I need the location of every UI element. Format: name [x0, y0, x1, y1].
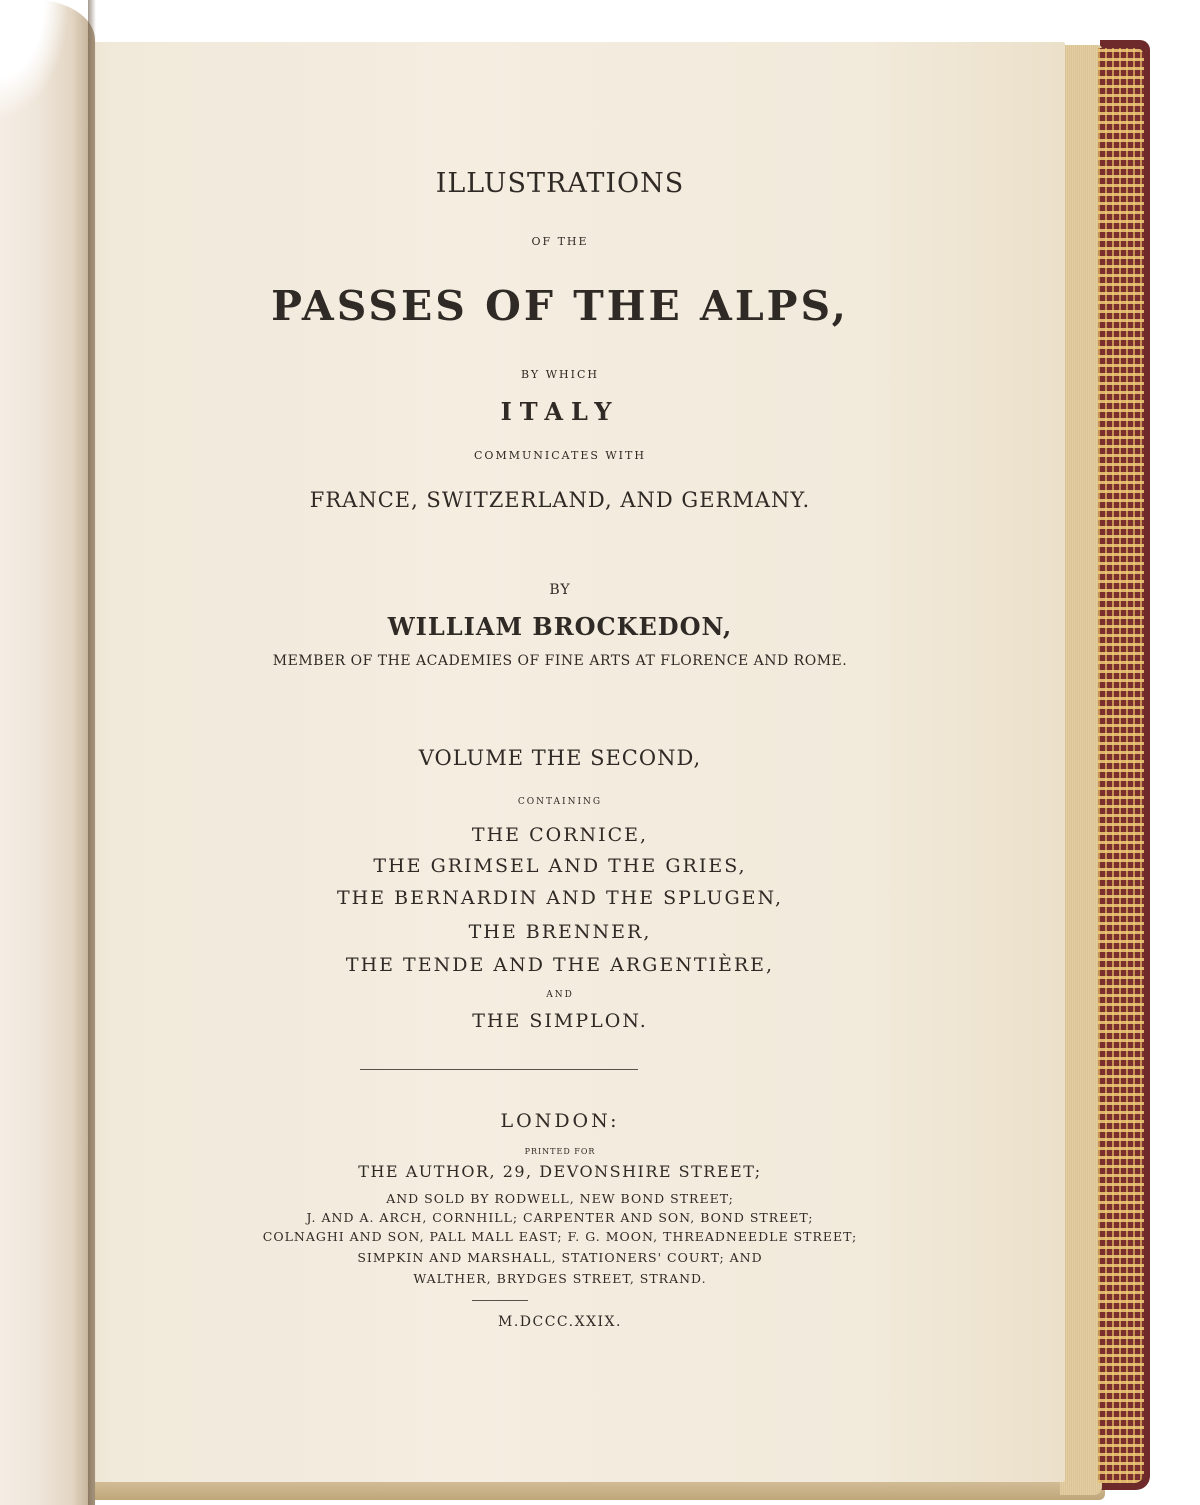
pass-item: THE TENDE AND THE ARGENTIÈRE,	[345, 954, 775, 976]
seller-line: J. AND A. ARCH, CORNHILL; CARPENTER AND SON, BOND STREET;	[306, 1210, 814, 1225]
title-line1: ILLUSTRATIONS	[435, 168, 685, 199]
short-divider-rule	[472, 1300, 528, 1301]
title-connector-communicates: COMMUNICATES WITH	[474, 449, 646, 462]
containing-label: CONTAINING	[517, 797, 603, 807]
title-connector-of-the: OF THE	[531, 235, 589, 248]
and-label: AND	[546, 990, 574, 1000]
seller-line: WALTHER, BRYDGES STREET, STRAND.	[413, 1271, 707, 1286]
title-italy: ITALY	[500, 397, 620, 426]
pass-item: THE CORNICE,	[471, 824, 649, 846]
final-pass: THE SIMPLON.	[472, 1010, 648, 1032]
left-page-curl	[0, 0, 70, 120]
imprint-city: LONDON:	[500, 1110, 620, 1132]
page-block-edge	[1060, 45, 1102, 1495]
author-name: WILLIAM BROCKEDON,	[387, 612, 733, 641]
seller-line: AND SOLD BY RODWELL, NEW BOND STREET;	[386, 1191, 734, 1206]
pass-item: THE BERNARDIN AND THE SPLUGEN,	[336, 887, 783, 909]
volume-label: VOLUME THE SECOND,	[418, 746, 702, 770]
author-address: THE AUTHOR, 29, DEVONSHIRE STREET;	[358, 1162, 762, 1181]
seller-line: SIMPKIN AND MARSHALL, STATIONERS' COURT; AND	[357, 1250, 763, 1265]
by-label: BY	[549, 582, 571, 598]
seller-line: COLNAGHI AND SON, PALL MALL EAST; F. G. MOON, THREADNEEDLE STREET;	[262, 1229, 858, 1244]
gilt-tooled-edge	[1098, 48, 1144, 1483]
main-title: PASSES OF THE ALPS,	[271, 282, 849, 330]
author-affiliation: MEMBER OF THE ACADEMIES OF FINE ARTS AT FLORENCE AND ROME.	[272, 653, 848, 669]
printed-for-label: PRINTED FOR	[524, 1147, 596, 1156]
pass-item: THE BRENNER,	[468, 921, 652, 943]
title-countries: FRANCE, SWITZERLAND, AND GERMANY.	[309, 488, 811, 512]
title-connector-by-which: BY WHICH	[521, 368, 599, 381]
pass-item: THE GRIMSEL AND THE GRIES,	[373, 855, 747, 877]
divider-rule	[360, 1069, 638, 1070]
publication-year: M.DCCC.XXIX.	[498, 1314, 622, 1330]
